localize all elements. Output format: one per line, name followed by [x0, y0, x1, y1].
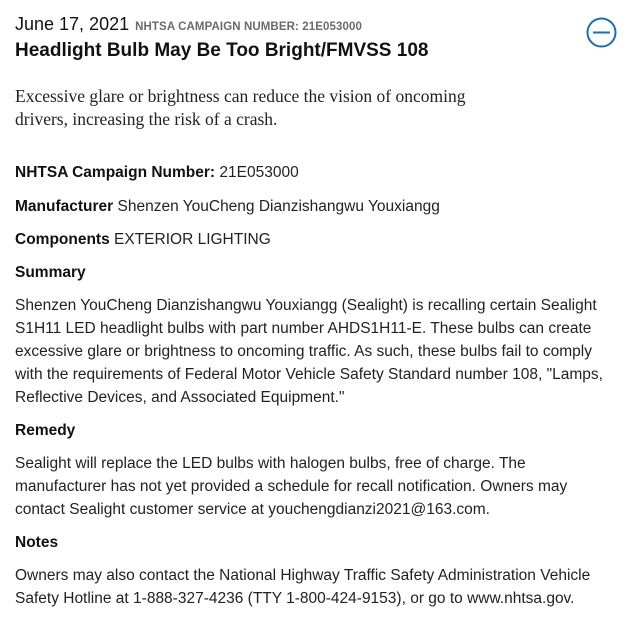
recall-description: Excessive glare or brightness can reduce the vision of oncoming drivers, increasing the risk of a crash. [15, 86, 466, 129]
components-label: Components [15, 231, 110, 248]
campaign-number-header: NHTSA CAMPAIGN NUMBER: 21E053000 [135, 21, 362, 33]
recall-date: June 17, 2021 [15, 14, 130, 34]
recall-header-line [15, 14, 617, 38]
notes-heading: Notes [15, 534, 59, 551]
campaign-number-label: NHTSA Campaign Number: [15, 164, 216, 181]
remedy-heading: Remedy [15, 422, 76, 439]
manufacturer-label: Manufacturer [15, 198, 114, 215]
summary-text: Shenzen YouCheng Dianzishangwu Youxiangg (Sealight) is recalling certain Sealight S1H11 LED headlight bulbs with part number AHDS1H11-E. These bulbs can create excessive glare or brightness to oncoming traffic. As such, these bulbs fail to comply with the requirements of Federal Motor Vehicle Safety Standard number 108, "Lamps, Reflective Devices, and Associated Equipment." [15, 297, 603, 406]
manufacturer-field [15, 195, 617, 218]
recall-title: Headlight Bulb May Be Too Bright/FMVSS 108 [15, 40, 429, 61]
collapse-button[interactable] [586, 17, 617, 48]
minus-circle-icon [586, 17, 617, 48]
components-field [15, 228, 617, 251]
notes-text: Owners may also contact the National Highway Traffic Safety Administration Vehicle Safety Hotline at 1-888-327-4236 (TTY 1-800-424-9153), or go to www.nhtsa.gov. [15, 567, 591, 607]
campaign-number-field [15, 161, 617, 184]
campaign-number-value: 21E053000 [219, 164, 299, 181]
remedy-text: Sealight will replace the LED bulbs with halogen bulbs, free of charge. The manufacturer has not yet provided a schedule for recall notification. Owners may contact Sealight customer service at youchengdianzi2021@163.com. [15, 455, 568, 518]
manufacturer-value: Shenzen YouCheng Dianzishangwu Youxiangg [117, 198, 440, 215]
components-value: EXTERIOR LIGHTING [114, 231, 271, 248]
summary-heading: Summary [15, 264, 86, 281]
